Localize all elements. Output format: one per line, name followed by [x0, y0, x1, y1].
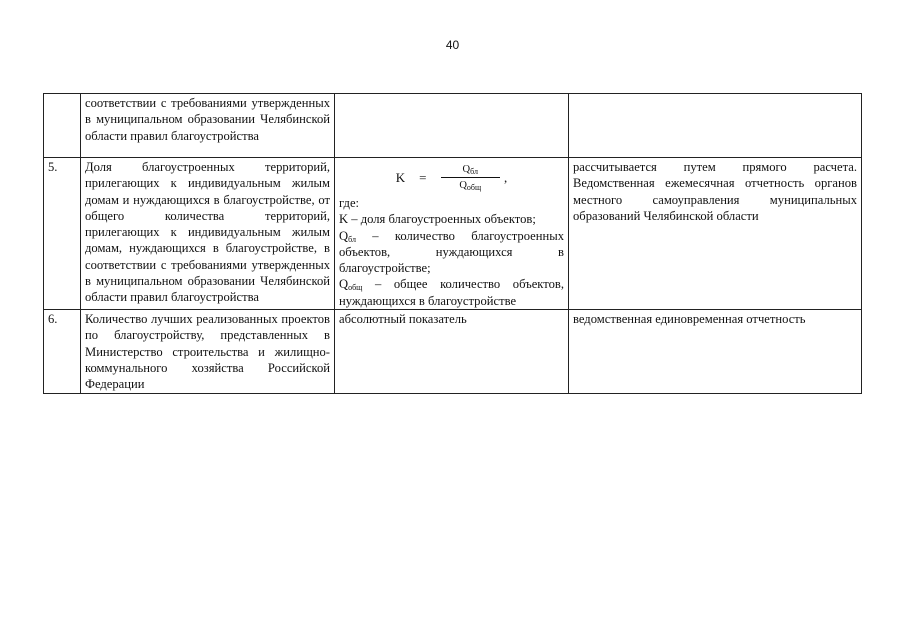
formula-denominator: $Q_{общ}$ [459, 180, 482, 192]
indicator-name-cell: Доля благоустроенных территорий, прилегающих к индивидуальным жилым домам и нуждающихся в благоустройстве, от общего количества территорий, прилегающих к индивидуальным жилым домам, нуждающихся в благоустройстве, в соответствии с требованиями утвержденных в муниципальном образовании Челябинской области правил благоустройства [81, 158, 335, 310]
formula-definition-qbl: $Q_{бл}$ – количество благоустроенных объектов, нуждающихся в благоустройстве; [339, 228, 564, 276]
indicators-table [43, 93, 862, 394]
row-number-cell: 6. [44, 310, 81, 393]
data-source-cell [569, 94, 862, 158]
data-source-cell: ведомственная единовременная отчетность [569, 310, 862, 393]
calculation-method-cell: абсолютный показатель [335, 310, 569, 393]
row-number-cell [44, 94, 81, 158]
formula-where: где: [339, 196, 360, 210]
data-source-cell: рассчитывается путем прямого расчета. Ведомственная ежемесячная отчетность органов местного самоуправления муниципальных образований Челябинской области [569, 158, 862, 310]
formula-fraction [441, 164, 500, 192]
formula-equals: = [419, 169, 427, 185]
indicator-name-cell: Количество лучших реализованных проектов по благоустройству, представленных в Министерство строительства и жилищно-коммунального хозяйства Российской Федерации [81, 310, 335, 393]
table-row [44, 158, 862, 310]
calculation-method-cell [335, 94, 569, 158]
calculation-method-cell [335, 158, 569, 310]
indicator-name-cell: соответствии с требованиями утвержденных в муниципальном образовании Челябинской области правил благоустройства [81, 94, 335, 158]
formula-comma: , [503, 169, 508, 185]
table-row [44, 94, 862, 158]
formula-numerator: $Q_{бл}$ [441, 164, 500, 178]
formula-definition-k: K – доля благоустроенных объектов; [339, 212, 536, 227]
page-number: 40 [445, 38, 460, 52]
formula-definition-qobsh: $Q_{общ}$ – общее количество объектов, нуждающихся в благоустройстве [339, 277, 564, 308]
table-row [44, 310, 862, 393]
formula [339, 159, 564, 195]
row-number-cell: 5. [44, 158, 81, 310]
formula-lhs: K [395, 169, 406, 185]
